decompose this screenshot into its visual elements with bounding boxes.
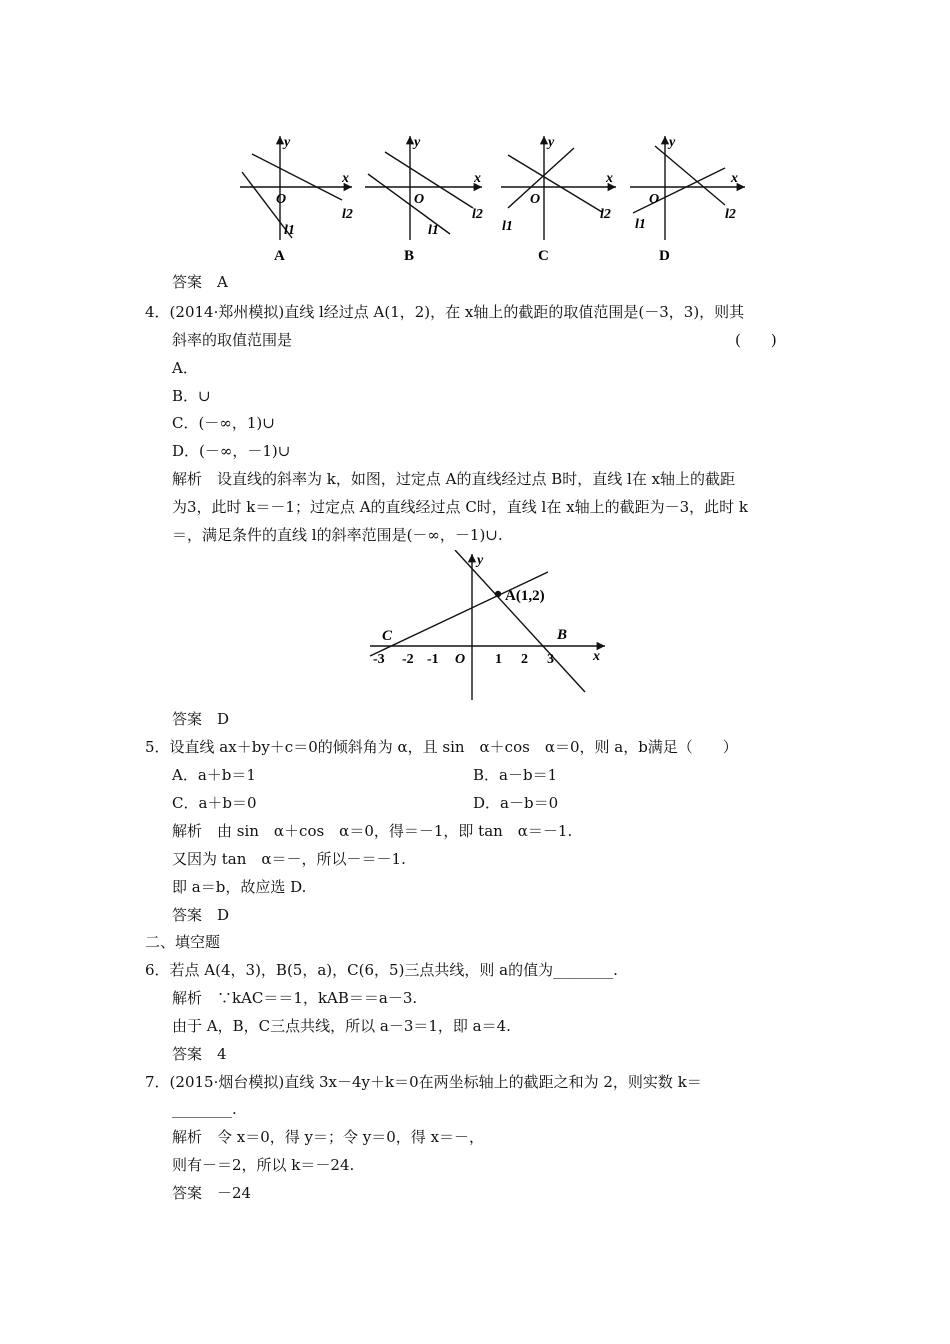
fig-b-y: y	[414, 135, 421, 150]
fig-d-y: y	[669, 135, 676, 150]
tick-neg3: -3	[373, 652, 385, 667]
question-5-solution-1: 解析 由 sin α＋cos α＝0，得＝－1，即 tan α＝－1.	[172, 822, 573, 840]
fig-b-caption: B	[404, 248, 415, 264]
tick-1: 1	[495, 652, 502, 667]
answer-choice-figures	[230, 130, 750, 265]
point-b-label: B	[557, 627, 568, 643]
tick-neg1: -1	[427, 652, 439, 667]
question-5-option-b: B．a－b＝1	[473, 766, 558, 784]
question-4-line2: 斜率的取值范围是	[172, 331, 293, 349]
fig-a-origin: O	[276, 192, 287, 207]
fig-d-x: x	[731, 171, 738, 186]
question-4-solution-3: ＝，满足条件的直线 l的斜率范围是(－∞，－1)∪.	[172, 526, 503, 544]
question-4-option-a: A．	[172, 359, 198, 377]
fig-d-l1: l1	[635, 217, 646, 232]
answer-q7: 答案 －24	[172, 1184, 252, 1202]
question-5: 5．设直线 ax＋by＋c＝0的倾斜角为 α，且 sin α＋cos α＝0，则 a，b满足（ ）	[145, 738, 738, 756]
question-5-solution-2: 又因为 tan α＝－，所以－＝－1.	[172, 850, 406, 868]
fig-a-x: x	[342, 171, 349, 186]
fig-b-l2: l2	[472, 207, 483, 222]
figure-d	[630, 135, 745, 264]
graph-y-label: y	[477, 553, 484, 568]
question-4-solution-2: 为3，此时 k＝－1；过定点 A的直线经过点 C时，直线 l在 x轴上的截距为－3，此时 k	[172, 498, 748, 516]
question-4-graph	[365, 550, 615, 705]
question-4-solution-1: 解析 设直线的斜率为 k，如图，过定点 A的直线经过点 B时，直线 l在 x轴上的截距	[172, 470, 736, 488]
fig-b-x: x	[474, 171, 481, 186]
fig-d-caption: D	[659, 248, 670, 264]
fig-a-l2: l2	[342, 207, 353, 222]
question-7-line1: 7．(2015·烟台模拟)直线 3x－4y＋k＝0在两坐标轴上的截距之和为 2，则实数 k＝	[145, 1073, 702, 1091]
tick-2: 2	[521, 652, 528, 667]
question-6-solution-2: 由于 A，B，C三点共线，所以 a－3＝1，即 a＝4.	[172, 1017, 511, 1035]
graph-origin: O	[455, 652, 466, 667]
fig-c-y: y	[548, 135, 555, 150]
section-fill-in-title: 二、填空题	[145, 933, 221, 951]
fig-d-origin: O	[649, 192, 660, 207]
question-4-option-c: C．(－∞，1)∪	[172, 414, 275, 432]
line-through-c	[370, 572, 548, 656]
answer-q5: 答案 D	[172, 906, 230, 924]
question-7-solution-2: 则有－＝2，所以 k＝－24.	[172, 1156, 355, 1174]
tick-3: 3	[547, 652, 554, 667]
question-5-option-d: D．a－b＝0	[473, 794, 559, 812]
question-7-solution-1: 解析 令 x＝0，得 y＝；令 y＝0，得 x＝－，	[172, 1128, 485, 1146]
question-7-line2: ________.	[172, 1100, 237, 1118]
point-a-label: A(1,2)	[505, 588, 545, 604]
question-4-option-d: D．(－∞，－1)∪	[172, 442, 291, 460]
point-a	[495, 591, 501, 597]
point-c-label: C	[382, 628, 393, 644]
fig-d-l2: l2	[725, 207, 736, 222]
graph-x-label: x	[593, 649, 600, 664]
question-5-solution-3: 即 a＝b，故应选 D.	[172, 878, 307, 896]
question-4-option-b: B．∪	[172, 387, 211, 405]
question-6-solution-1: 解析 ∵kAC＝＝1，kAB＝＝a－3.	[172, 989, 418, 1007]
fig-b-origin: O	[414, 192, 425, 207]
fig-c-origin: O	[530, 192, 541, 207]
line-through-b	[455, 550, 585, 692]
fig-a-caption: A	[274, 248, 285, 264]
answer-q3: 答案 A	[172, 273, 228, 291]
fig-c-caption: C	[538, 248, 549, 264]
fig-c-x: x	[606, 171, 613, 186]
figure-b	[365, 135, 483, 264]
figure-c	[501, 135, 616, 264]
question-4-line1: 4．(2014·郑州模拟)直线 l经过点 A(1，2)，在 x轴上的截距的取值范围是(－3，3)，则其	[145, 303, 745, 321]
question-5-option-a: A．a＋b＝1	[172, 766, 256, 784]
answer-q6: 答案 4	[172, 1045, 227, 1063]
question-5-option-c: C．a＋b＝0	[172, 794, 257, 812]
fig-c-l1: l1	[502, 219, 513, 234]
fig-c-l2: l2	[600, 207, 611, 222]
figure-a	[240, 135, 353, 264]
question-4-paren: ( )	[735, 331, 777, 349]
fig-a-y: y	[284, 135, 291, 150]
question-6: 6．若点 A(4，3)，B(5，a)，C(6，5)三点共线，则 a的值为________.	[145, 961, 618, 979]
answer-q4: 答案 D	[172, 710, 230, 728]
tick-neg2: -2	[402, 652, 414, 667]
fig-b-l1: l1	[428, 223, 439, 238]
fig-a-l1: l1	[284, 223, 295, 238]
